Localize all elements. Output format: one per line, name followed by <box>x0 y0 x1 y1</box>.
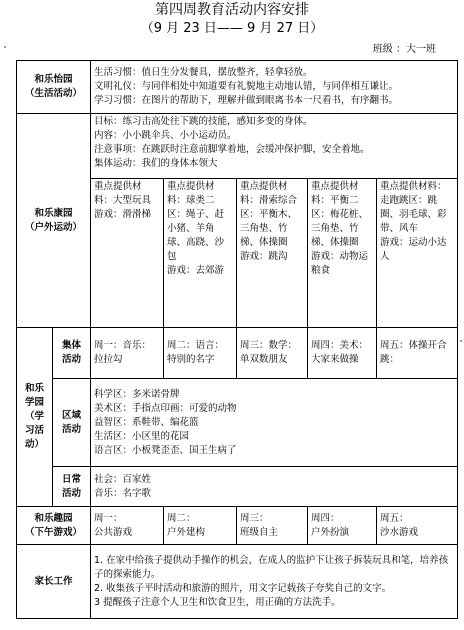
study-label: 和乐 学园 （学 习活 动） <box>17 328 53 507</box>
material-cell: 重点提供材料：平衡二区：梅花桩、三角垫、竹梯、体操圈 游戏：动物运粮食 <box>308 179 377 328</box>
outdoor-line: 内容：小小跳伞兵、小小运动员。 <box>94 130 237 141</box>
daily-line: 社会：百家姓 <box>94 473 152 485</box>
outdoor-goal-row <box>17 114 458 179</box>
group-day-cell: 周四：美术：大家来做操 <box>308 328 377 379</box>
life-label: 和乐怡园 （生活活动） <box>17 61 91 114</box>
life-line: 学习习惯：在图片的帮助下，理解并做到眼离书本一尺看书，有序翻书。 <box>94 95 399 106</box>
afternoon-day-cell: 周五： 沙水游戏 <box>377 507 458 545</box>
margin-mark <box>460 340 462 342</box>
area-activity-content <box>91 379 458 467</box>
group-day-cell: 周二：语言：特别的名字 <box>164 328 237 379</box>
class-value: 大一班 <box>406 44 436 55</box>
afternoon-label: 和乐趣园 （下午游戏） <box>17 507 91 545</box>
afternoon-day-cell: 周三： 班级自主 <box>237 507 308 545</box>
area-activity-row <box>17 379 458 467</box>
parents-line: 1. 在家中给孩子提供动手操作的机会，在成人的监护下让孩子拆装玩具和笔，培养孩子的探索能力。 <box>94 554 449 580</box>
life-line: 生活习惯：值日生分发餐具，摆放整齐，轻拿轻放。 <box>94 67 313 78</box>
life-row <box>17 61 458 114</box>
afternoon-day-cell: 周一： 公共游戏 <box>91 507 164 545</box>
page-title: 第四周教育活动内容安排 <box>155 2 309 18</box>
afternoon-day-cell: 周四： 户外扮演 <box>308 507 377 545</box>
parents-line: 2. 收集孩子平时活动和旅游的照片，用文字记载孩子夸奖自己的文字。 <box>94 582 392 594</box>
outdoor-line: 目标：练习击高处往下跳的技能，感知多变的身体。 <box>94 116 313 127</box>
group-activity-row <box>17 328 458 379</box>
area-line: 科学区：多米诺骨牌 <box>94 388 180 400</box>
area-activity-label: 区域 活动 <box>53 379 91 467</box>
group-activity-label: 集体 活动 <box>53 328 91 379</box>
group-day-cell: 周三：数学：单双数朋友 <box>237 328 308 379</box>
schedule-table <box>16 60 458 619</box>
area-line: 语言区：小板凳歪歪、国王生病了 <box>94 444 237 456</box>
material-cell: 重点提供材料：走跑跳区：跳圈、羽毛球、彩带、风车 游戏：运动小达人 <box>377 179 458 328</box>
area-line: 生活区：小区里的花园 <box>94 430 190 442</box>
material-cell: 重点提供材料：滑索综合区：平衡木、三角垫、竹梯、体操圈 游戏：跳沟 <box>237 179 308 328</box>
outdoor-goals <box>91 114 458 179</box>
life-line: 文明礼仪：与同伴相处中知道要有礼貌地主动地认错，与同伴相互谦让。 <box>94 81 399 92</box>
life-content <box>91 61 458 114</box>
parents-content <box>91 545 458 619</box>
afternoon-day-cell: 周二： 户外建构 <box>164 507 237 545</box>
daily-activity-label: 日常 活动 <box>53 467 91 507</box>
date-range: （9 月 23 日—— 9 月 27 日） <box>140 21 324 36</box>
margin-mark <box>4 46 6 48</box>
area-line: 美术区：手指点印画：可爱的动物 <box>94 402 237 414</box>
outdoor-line: 注意事项：在跳跃时注意前脚掌着地，会缓冲保护脚，安全着地。 <box>94 144 370 155</box>
group-day-cell: 周五：体操开合跳： <box>377 328 458 379</box>
group-day-cell: 周一：音乐：拉拉勾 <box>91 328 164 379</box>
outdoor-label: 和乐康园 （户外运动） <box>17 114 91 328</box>
outdoor-line: 集体运动：我们的身体本领大 <box>94 158 218 169</box>
class-info <box>373 43 436 56</box>
material-cell: 重点提供材料：大型玩具 游戏：滑滑梯 <box>91 179 164 328</box>
daily-line: 音乐：名字歌 <box>94 487 152 499</box>
parents-line: 3 提醒孩子注意个人卫生和饮食卫生，用正确的方法洗手。 <box>94 596 341 608</box>
area-line: 益智区：系鞋带、编花篮 <box>94 416 199 428</box>
parents-row <box>17 545 458 619</box>
class-label: 班级 ： <box>372 44 406 55</box>
afternoon-row <box>17 507 458 545</box>
daily-activity-row <box>17 467 458 507</box>
material-cell: 重点提供材料：球类二区：绳子、赶小猪、羊角球、高跷、沙包 游戏：去郊游 <box>164 179 237 328</box>
parents-label: 家长工作 <box>17 545 91 619</box>
daily-activity-content <box>91 467 458 507</box>
